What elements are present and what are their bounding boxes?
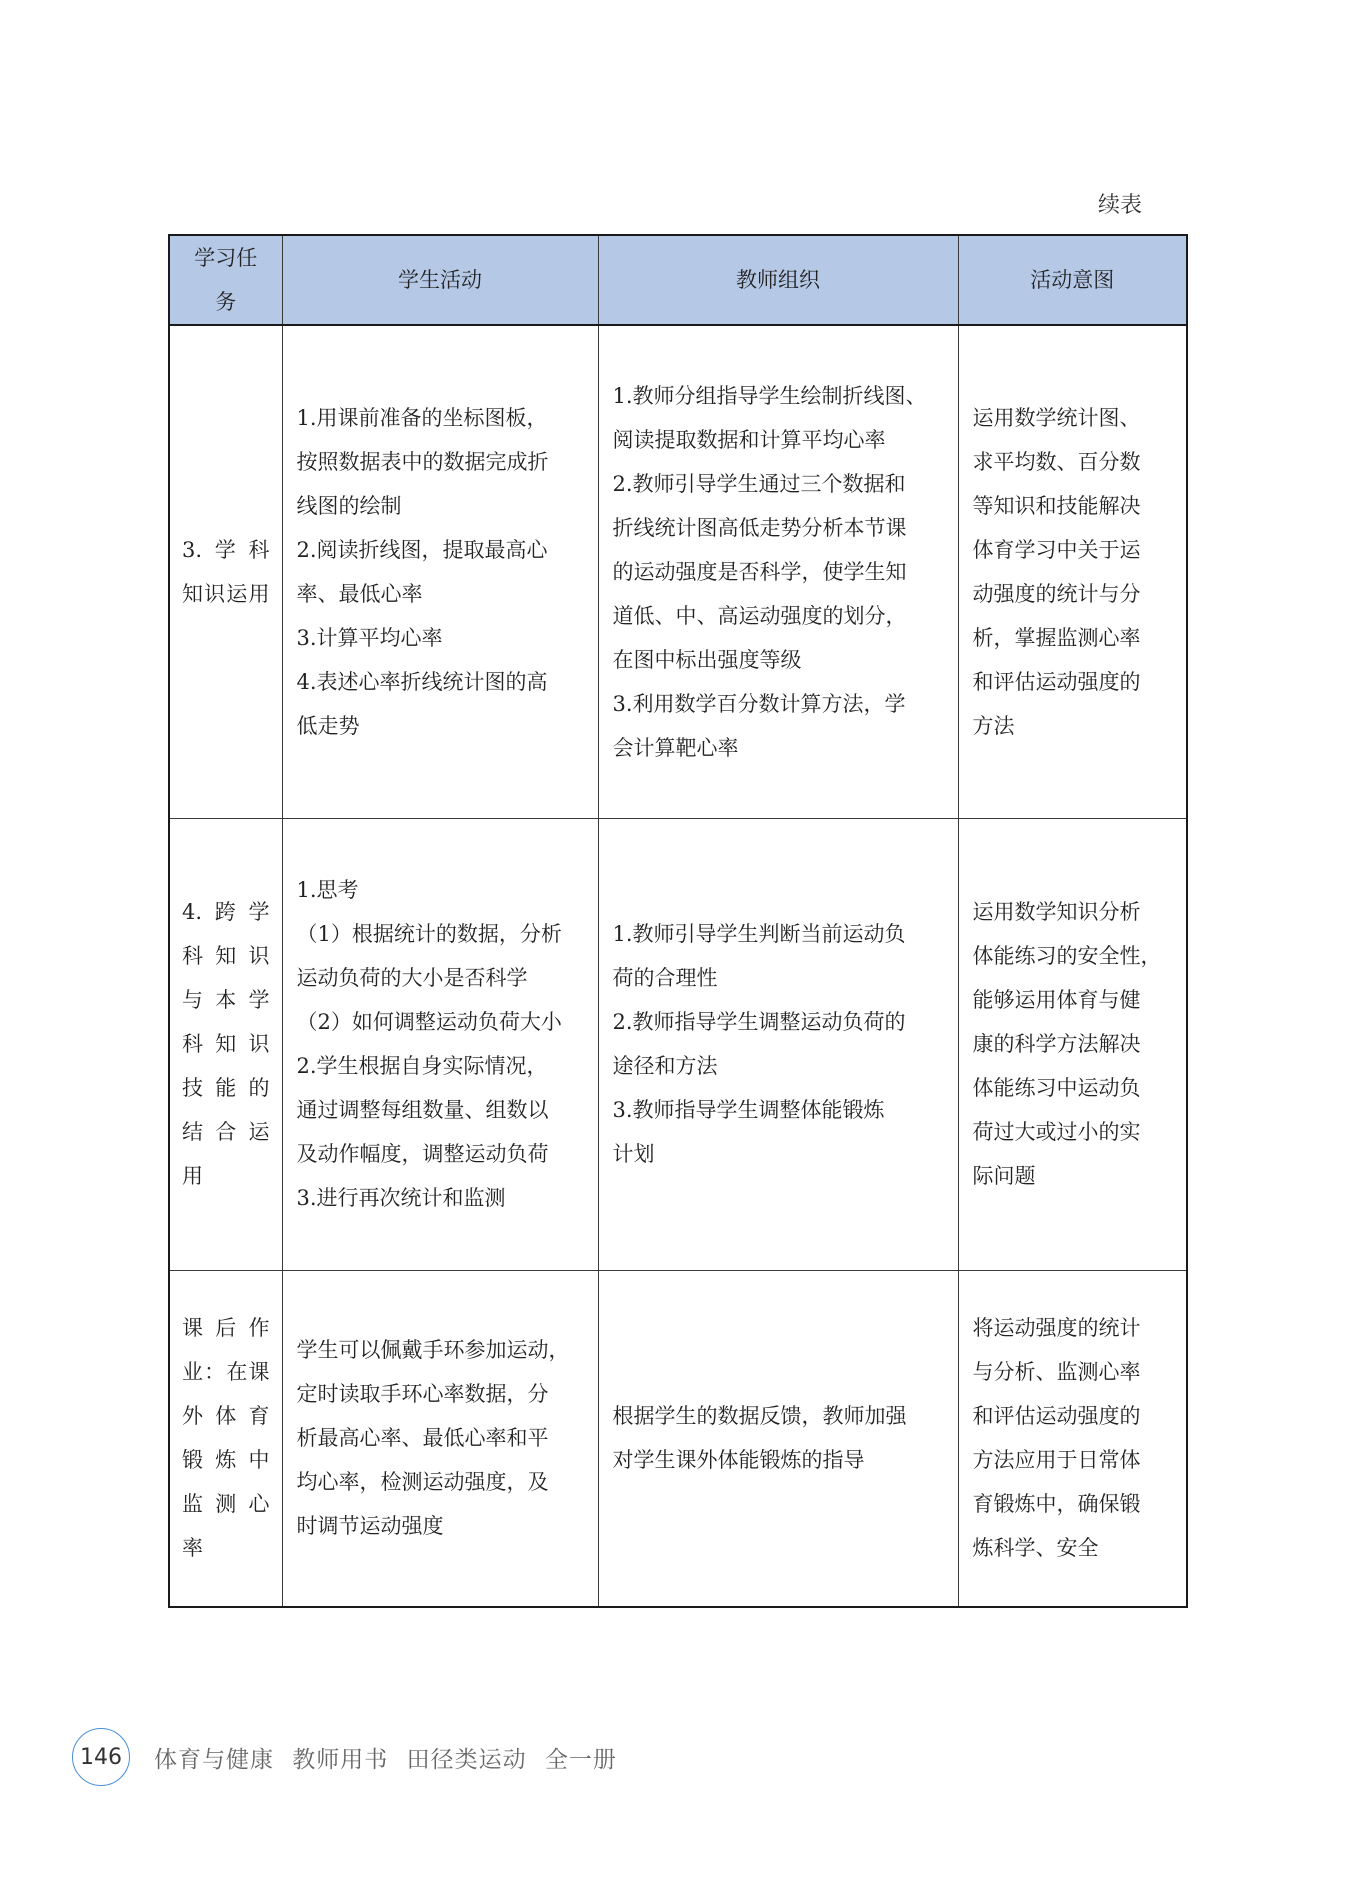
cell-line: 2.教师引导学生通过三个数据和: [612, 471, 906, 496]
lesson-plan-table: [168, 234, 1188, 1608]
cell-line: 对学生课外体能锻炼的指导: [612, 1448, 865, 1473]
activity-purpose-cell: [958, 325, 1187, 818]
header-activity-purpose: 活动意图: [958, 235, 1187, 325]
student-activity-cell: [282, 818, 598, 1270]
cell-line: 方法应用于日常体: [972, 1448, 1141, 1473]
cell-line: 技能的: [182, 1076, 270, 1100]
cell-line: 线图的绘制: [296, 493, 402, 518]
cell-line: 低走势: [296, 713, 360, 738]
cell-line: （2）如何调整运动负荷大小: [296, 1010, 562, 1034]
cell-line: 2.教师指导学生调整运动负荷的: [612, 1010, 906, 1034]
page-footer: [72, 1727, 617, 1787]
cell-line: 定时读取手环心率数据，分: [296, 1382, 549, 1407]
cell-line: 2.学生根据自身实际情况，: [296, 1054, 548, 1078]
cell-line: 途径和方法: [612, 1054, 718, 1078]
cell-line: 课后作: [182, 1316, 270, 1341]
cell-line: 体育学习中关于运: [972, 537, 1141, 562]
student-activity-cell: [282, 1270, 598, 1607]
task-cell: [169, 818, 282, 1270]
cell-line: 3.计算平均心率: [296, 625, 443, 650]
cell-line: 4.跨学: [182, 900, 270, 924]
cell-line: 学生可以佩戴手环参加运动，: [296, 1338, 570, 1363]
cell-line: 道低、中、高运动强度的划分，: [612, 603, 907, 628]
cell-line: 率: [182, 1536, 203, 1561]
cell-line: 运动负荷的大小是否科学: [296, 966, 528, 990]
cell-line: 监测心: [182, 1492, 270, 1517]
page-number: 146: [72, 1728, 130, 1786]
cell-line: 时调节运动强度: [296, 1514, 444, 1539]
cell-line: 4.表述心率折线统计图的高: [296, 669, 548, 694]
table-header-row: [169, 235, 1187, 325]
header-learning-task: 学习任务: [169, 235, 282, 325]
activity-purpose-cell: [958, 1270, 1187, 1607]
header-teacher-organization: 教师组织: [598, 235, 958, 325]
continued-label: 续表: [1098, 193, 1143, 218]
cell-line: 体能练习中运动负: [972, 1076, 1141, 1100]
cell-line: 1.用课前准备的坐标图板，: [296, 405, 548, 430]
cell-line: 运用数学知识分析: [972, 900, 1141, 924]
cell-line: 1.教师分组指导学生绘制折线图、: [612, 383, 927, 408]
cell-line: 的运动强度是否科学，使学生知: [612, 559, 907, 584]
cell-line: 与本学: [182, 988, 270, 1012]
cell-line: 荷过大或过小的实: [972, 1120, 1141, 1144]
cell-line: 结合运: [182, 1120, 270, 1144]
task-cell: [169, 1270, 282, 1607]
cell-line: 用: [182, 1164, 203, 1188]
cell-line: 通过调整每组数量、组数以: [296, 1098, 549, 1122]
cell-line: 和评估运动强度的: [972, 669, 1141, 694]
cell-line: 1.思考: [296, 878, 359, 902]
cell-line: 锻炼中: [182, 1448, 270, 1473]
teacher-organization-cell: [598, 818, 958, 1270]
cell-line: 业：在课: [182, 1360, 270, 1385]
cell-line: 2.阅读折线图，提取最高心: [296, 537, 548, 562]
cell-line: 析最高心率、最低心率和平: [296, 1426, 549, 1451]
cell-line: 运用数学统计图、: [972, 405, 1141, 430]
cell-line: 科知识: [182, 944, 270, 968]
teacher-organization-cell: [598, 325, 958, 818]
cell-line: 求平均数、百分数: [972, 449, 1141, 474]
cell-line: 动强度的统计与分: [972, 581, 1141, 606]
cell-line: 体能练习的安全性，: [972, 944, 1162, 968]
cell-line: 能够运用体育与健: [972, 988, 1141, 1012]
cell-line: 1.教师引导学生判断当前运动负: [612, 922, 906, 946]
cell-line: 3.教师指导学生调整体能锻炼: [612, 1098, 885, 1122]
activity-purpose-cell: [958, 818, 1187, 1270]
teacher-organization-cell: [598, 1270, 958, 1607]
cell-line: 阅读提取数据和计算平均心率: [612, 427, 886, 452]
task-cell: [169, 325, 282, 818]
cell-line: 育锻炼中，确保锻: [972, 1492, 1141, 1517]
cell-line: 和评估运动强度的: [972, 1404, 1141, 1429]
cell-line: 率、最低心率: [296, 581, 423, 606]
cell-line: 3.学科: [182, 537, 270, 562]
cell-line: 根据学生的数据反馈，教师加强: [612, 1404, 907, 1429]
cell-line: 与分析、监测心率: [972, 1360, 1141, 1385]
cell-line: （1）根据统计的数据，分析: [296, 922, 562, 946]
cell-line: 等知识和技能解决: [972, 493, 1141, 518]
cell-line: 按照数据表中的数据完成折: [296, 449, 549, 474]
cell-line: 康的科学方法解决: [972, 1032, 1141, 1056]
cell-line: 析，掌握监测心率: [972, 625, 1141, 650]
table-row: [169, 1270, 1187, 1607]
cell-line: 折线统计图高低走势分析本节课: [612, 515, 907, 540]
cell-line: 均心率，检测运动强度，及: [296, 1470, 549, 1495]
cell-line: 际问题: [972, 1164, 1036, 1188]
table-row: [169, 818, 1187, 1270]
cell-line: 荷的合理性: [612, 966, 718, 990]
cell-line: 3.利用数学百分数计算方法，学: [612, 691, 906, 716]
student-activity-cell: [282, 325, 598, 818]
cell-line: 在图中标出强度等级: [612, 647, 802, 672]
cell-line: 及动作幅度，调整运动负荷: [296, 1142, 549, 1166]
cell-line: 外体育: [182, 1404, 270, 1429]
cell-line: 3.进行再次统计和监测: [296, 1186, 506, 1210]
cell-line: 知识运用: [182, 581, 270, 606]
cell-line: 将运动强度的统计: [972, 1316, 1141, 1341]
cell-line: 计划: [612, 1142, 655, 1166]
cell-line: 炼科学、安全: [972, 1536, 1099, 1561]
cell-line: 会计算靶心率: [612, 735, 739, 760]
header-student-activity: 学生活动: [282, 235, 598, 325]
book-title: 体育与健康 教师用书 田径类运动 全一册: [154, 1746, 617, 1773]
cell-line: 科知识: [182, 1032, 270, 1056]
cell-line: 方法: [972, 713, 1015, 738]
table-row: [169, 325, 1187, 818]
